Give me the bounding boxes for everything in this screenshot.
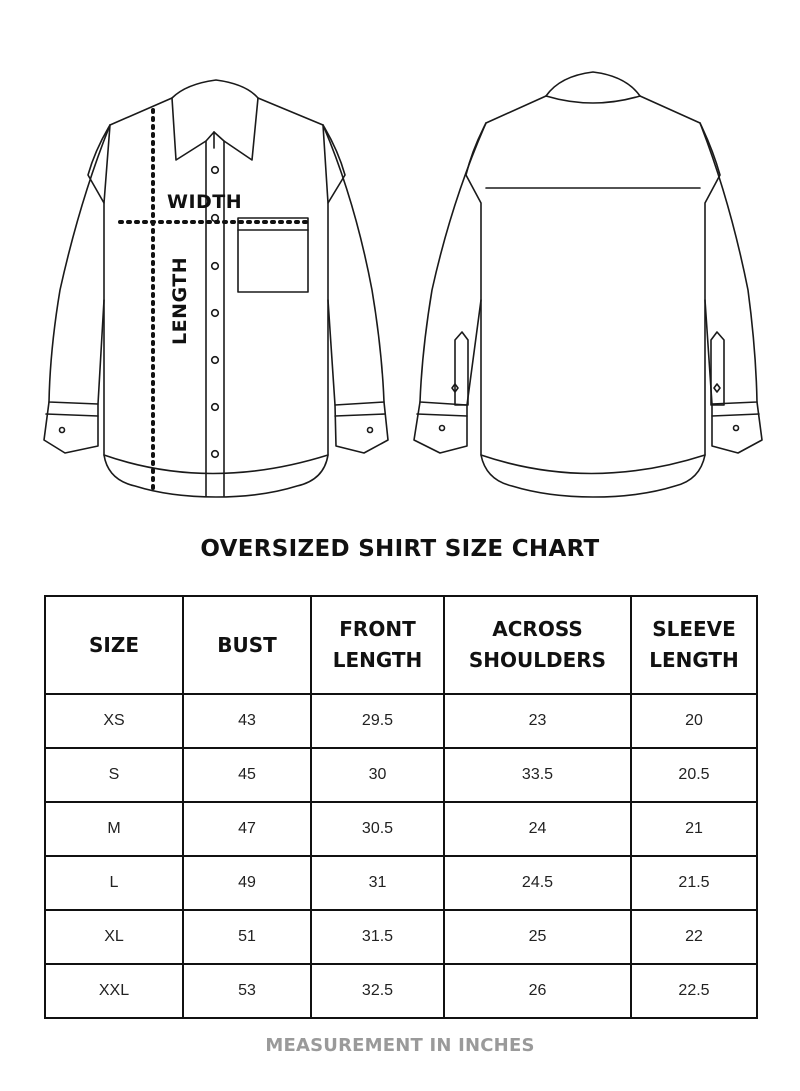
header-front-length [311,596,444,694]
cell-across-shoulders: 23 [444,694,631,748]
cell-across-shoulders: 24 [444,802,631,856]
cell-bust: 43 [183,694,311,748]
size-table [44,595,758,1019]
header-sleeve-length-line2: LENGTH [649,648,739,672]
cell-size: XXL [45,964,183,1018]
cell-size: XL [45,910,183,964]
header-bust [183,596,311,694]
back-shirt-drawing [414,72,762,497]
cell-sleeve-length: 20.5 [631,748,757,802]
cell-sleeve-length: 20 [631,694,757,748]
table-row [45,964,757,1018]
width-label: WIDTH [167,191,243,213]
header-bust-line1: BUST [217,632,277,657]
cell-size: L [45,856,183,910]
table-row [45,910,757,964]
header-sleeve-length-line1: SLEEVE [652,617,736,641]
cell-front-length: 30.5 [311,802,444,856]
cell-front-length: 31 [311,856,444,910]
header-front-length-line1: FRONT [339,617,416,641]
header-sleeve-length [631,596,757,694]
cell-size: S [45,748,183,802]
cell-size: XS [45,694,183,748]
cell-sleeve-length: 22.5 [631,964,757,1018]
cell-sleeve-length: 21 [631,802,757,856]
header-across-shoulders [444,596,631,694]
cell-bust: 49 [183,856,311,910]
cell-bust: 47 [183,802,311,856]
measurement-unit-note: MEASUREMENT IN INCHES [265,1035,535,1056]
cell-across-shoulders: 25 [444,910,631,964]
cell-across-shoulders: 26 [444,964,631,1018]
table-header-row [45,596,757,694]
header-across-shoulders-line2: SHOULDERS [468,648,607,672]
table-row [45,856,757,910]
cell-bust: 53 [183,964,311,1018]
header-across-shoulders-line1: ACROSS [492,617,583,641]
cell-across-shoulders: 24.5 [444,856,631,910]
header-size [45,596,183,694]
cell-sleeve-length: 21.5 [631,856,757,910]
table-row [45,694,757,748]
shirt-illustration [0,0,800,520]
cell-front-length: 31.5 [311,910,444,964]
header-front-length-line2: LENGTH [332,648,423,672]
chart-title: OVERSIZED SHIRT SIZE CHART [200,536,600,562]
front-shirt-drawing [44,80,388,497]
cell-sleeve-length: 22 [631,910,757,964]
cell-across-shoulders: 33.5 [444,748,631,802]
cell-front-length: 32.5 [311,964,444,1018]
table-row [45,748,757,802]
cell-bust: 45 [183,748,311,802]
cell-size: M [45,802,183,856]
cell-front-length: 29.5 [311,694,444,748]
cell-front-length: 30 [311,748,444,802]
length-label: LENGTH [169,256,191,345]
header-size-line1: SIZE [88,632,139,657]
cell-bust: 51 [183,910,311,964]
table-row [45,802,757,856]
